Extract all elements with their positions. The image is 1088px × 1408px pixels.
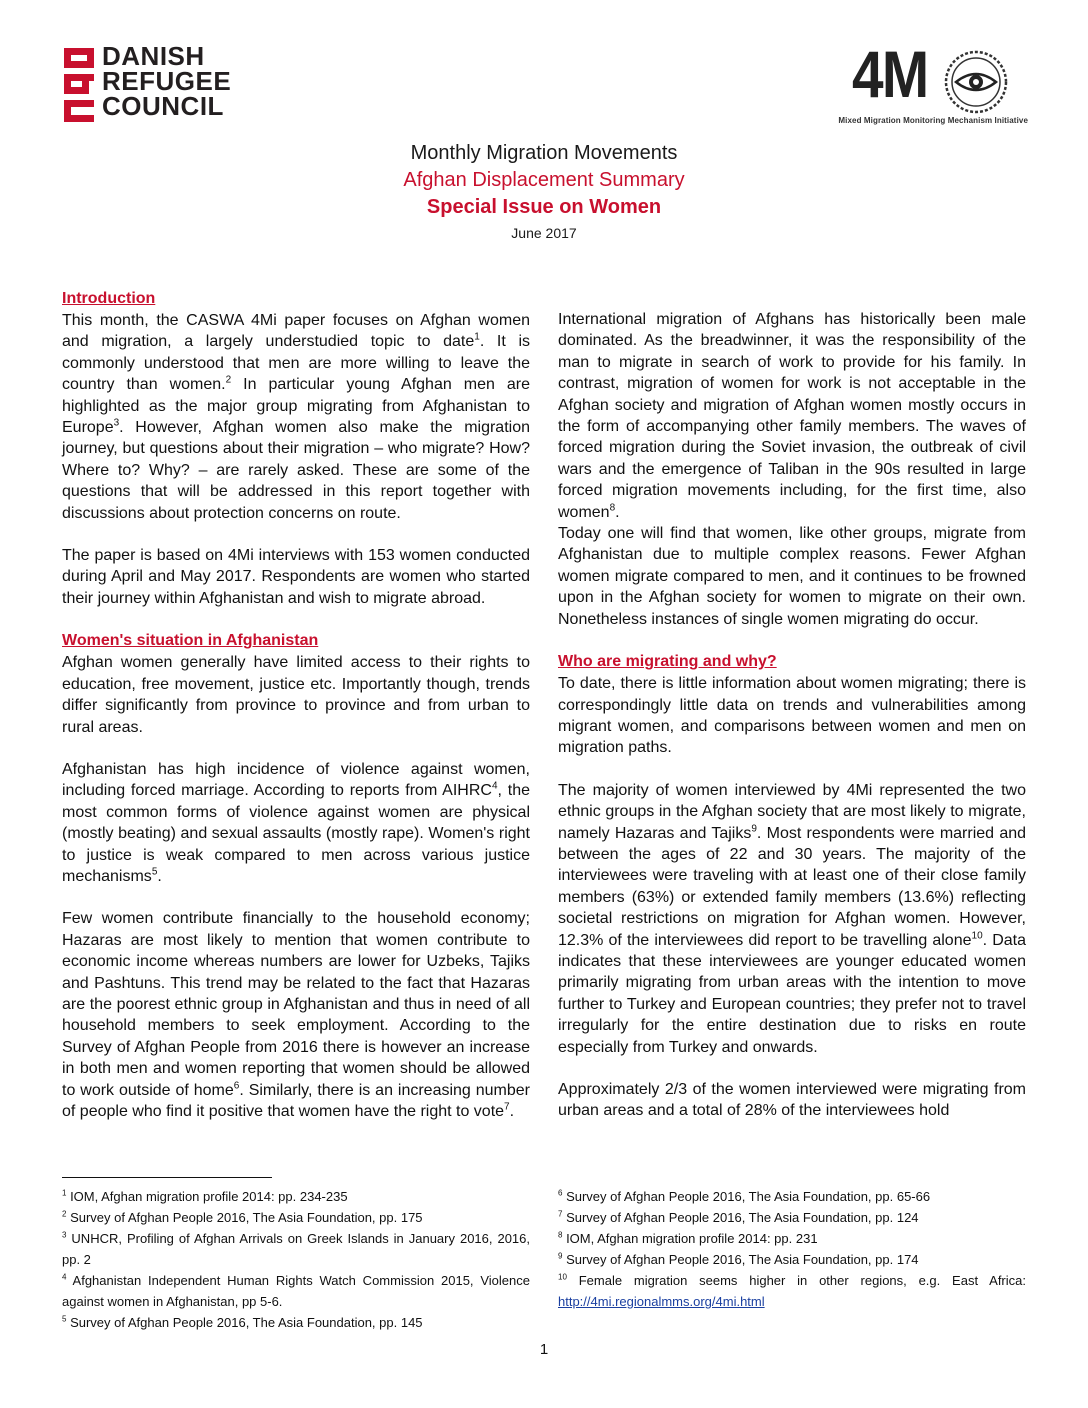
who-paragraph-2: The majority of women interviewed by 4Mi represented the two ethnic groups in the Afghan society that are most likely to migrate, namely Hazaras and Tajiks$^9$. Most respondents were married and between the ages of 22 and 30 years. The majority of the interviewees were traveling with at least one of their close family members (63%) or extended family members (13.6%) reflecting societal restrictions on migration for Afghan women. However, 12.3% of the interviewees did report to be travelling alone$^{10}$. Data indicates that these interviewees are younger educated women primarily migrating from urban areas with the intention to move further to Turkey and European countries; they prefer not to travel irregularly for the entire destination due to risks en route especially from Turkey and onwards. [558, 781, 1027, 1056]
history-paragraph: International migration of Afghans has historically been male dominated. As the breadwinner, it was the responsibility of the man to migrate in search of work to provide for his family. In contrast, migration of women for work is not acceptable in the Afghan society and migration of Afghan women mostly occurs in the form of accompanying other family members. The waves of forced migration during the Soviet invasion, the outbreak of civil wars and the emergence of Taliban in the 90s resulted in large forced migration movements including, for the first time, also women$^8$. [558, 311, 1026, 521]
situation-paragraph-3: Few women contribute financially to the household economy; Hazaras are most likely to mention that women contribute to economic income whereas numbers are lower for Uzbeks, Tajiks and Pashtuns. This trend may be related to the fact that Hazaras are the poorest ethnic group in Afghanistan and thus in need of all household members to seek employment. According to the Survey of Afghan People from 2016 there is however an increase in both men and women reporting that women should be allowed to work outside of home$^6$. Similarly, there is an increasing number of people who find it positive that women have the right to vote$^7$. [62, 910, 530, 1120]
left-column [62, 288, 530, 1122]
drc-line-3: COUNCIL [102, 91, 224, 121]
report-date: June 2017 [511, 225, 577, 241]
drc-line-1: DANISH [102, 41, 205, 71]
drc-mark-icon [62, 46, 96, 124]
report-subtitle: Afghan Displacement Summary [403, 169, 685, 191]
introduction-paragraph-1: This month, the CASWA 4Mi paper focuses on Afghan women and migration, a largely understudied topic to date$^1$. It is commonly understood that men are more willing to leave the country than women.$^2$ In particular young Afghan men are highlighted as the major group migrating from Afghanistan to Europe$^3$. However, Afghan women also make the migration journey, but questions about their migration – who migrate? How? Where to? Why? – are rarely asked. These are some of the questions that will be addressed in this report together with discussions about protection concerns on route. [62, 312, 531, 522]
who-paragraph-1: To date, there is little information about women migrating; there is correspondingly little data on trends and vulnerabilities among migrant women, and comparisons between women and men on migration paths. [558, 675, 1026, 757]
who-paragraph-3: Approximately 2/3 of the women interviewed were migrating from urban areas and a total of 28% of the interviewees hold [558, 1081, 1026, 1120]
situation-paragraph-1: Afghan women generally have limited access to their rights to education, free movement, justice etc. Importantly though, trends differ significantly from province to province and from urban to rural areas. [62, 654, 530, 736]
today-paragraph: Today one will find that women, like other groups, migrate from Afghanistan due to multiple complex reasons. Fewer Afghan women migrate compared to men, and it continues to be frowned upon in the Afghan society for women to migrate on their own. Nonetheless instances of single women migrating do occur. [558, 525, 1026, 628]
situation-heading: Women's situation in Afghanistan [62, 632, 319, 650]
footnote: $^6$ Survey of Afghan People 2016, The Asia Foundation, pp. 65-66 [558, 1188, 931, 1204]
footnotes-left [62, 1186, 530, 1333]
footnote: $^4$ Afghanistan Independent Human Rights Watch Commission 2015, Violence against women in Afghanistan, pp 5-6. [62, 1272, 530, 1309]
fourmi-subtitle: Mixed Migration Monitoring Mechanism Initiative [838, 116, 1028, 125]
footnote: $^3$ UNHCR, Profiling of Afghan Arrivals on Greek Islands in January 2016, 2016, pp. 2 [62, 1230, 530, 1267]
drc-line-2: REFUGEE [102, 66, 232, 96]
introduction-paragraph-2: The paper is based on 4Mi interviews with 153 women conducted during April and May 2017. Respondents are women who started their journey within Afghanistan and wish to migrate abroad. [62, 547, 530, 607]
introduction-heading: Introduction [62, 290, 156, 307]
right-column [558, 309, 1026, 1122]
fourmi-logo [812, 37, 1028, 128]
situation-paragraph-2: Afghanistan has high incidence of violence against women, including forced marriage. According to reports from AIHRC$^4$, the most common forms of violence against women are physical (mostly beating) and sexual assaults (mostly rape). Women's right to justice is weak compared to men across various justice mechanisms$^5$. [62, 760, 530, 885]
footnote: $^7$ Survey of Afghan People 2016, The Asia Foundation, pp. 124 [558, 1209, 919, 1225]
footnote: $^2$ Survey of Afghan People 2016, The Asia Foundation, pp. 175 [62, 1209, 423, 1225]
footnote: $^8$ IOM, Afghan migration profile 2014: pp. 231 [558, 1230, 818, 1246]
footnote: $^1$ IOM, Afghan migration profile 2014: pp. 234-235 [62, 1188, 348, 1204]
footnote-separator [62, 1177, 272, 1178]
drc-logo [62, 41, 242, 126]
page-number: 1 [539, 1341, 549, 1358]
footnote: $^{10}$ Female migration seems higher in other regions, e.g. East Africa: http://4mi.regionalmms.org/4mi.html [558, 1272, 1026, 1309]
special-issue-title: Special Issue on Women [426, 196, 662, 218]
title-block [0, 140, 1088, 243]
4mi-link[interactable]: http://4mi.regionalmms.org/4mi.html [558, 1294, 765, 1309]
footnote: $^9$ Survey of Afghan People 2016, The Asia Foundation, pp. 174 [558, 1251, 919, 1267]
footnote: $^5$ Survey of Afghan People 2016, The Asia Foundation, pp. 145 [62, 1314, 423, 1330]
report-title: Monthly Migration Movements [410, 142, 678, 164]
footnotes-right [558, 1186, 1026, 1312]
eye-emblem-icon [944, 50, 1008, 114]
who-migrating-heading: Who are migrating and why? [558, 653, 777, 671]
fourmi-logo-text: 4M [852, 37, 928, 111]
